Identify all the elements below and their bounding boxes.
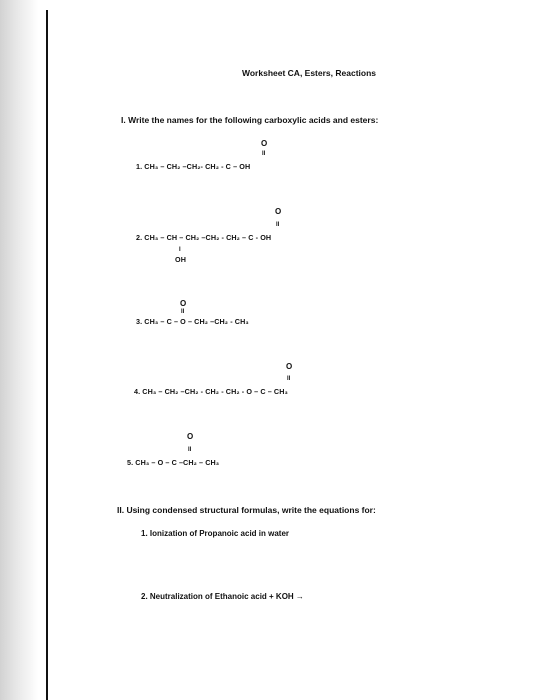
carbonyl-oxygen: O <box>275 207 282 216</box>
section-2-heading: II. Using condensed structural formulas, write the equations for: <box>117 505 376 515</box>
page-edge-shadow <box>0 0 38 700</box>
single-bond: I <box>179 247 181 253</box>
formula-3: 3. CH₃ – C – O – CH₂ –CH₂ - CH₃ <box>136 317 249 326</box>
carbonyl-oxygen: O <box>261 139 268 148</box>
formula-5: 5. CH₃ – O – C –CH₂ – CH₃ <box>127 458 220 467</box>
section-1-heading: I. Write the names for the following carboxylic acids and esters: <box>121 115 379 125</box>
equation-prompt-2: 2. Neutralization of Ethanoic acid + KOH → <box>141 592 304 601</box>
formula-2: 2. CH₃ – CH – CH₂ –CH₂ - CH₂ – C - OH <box>136 233 272 242</box>
equation-prompt-1: 1. Ionization of Propanoic acid in water <box>141 529 290 538</box>
carbonyl-oxygen: O <box>187 432 194 441</box>
carbonyl-oxygen: O <box>286 362 293 371</box>
double-bond: II <box>181 309 185 315</box>
formula-4: 4. CH₃ – CH₂ –CH₂ - CH₂ - CH₂ - O – C – CH₃ <box>134 387 288 396</box>
worksheet-title: Worksheet CA, Esters, Reactions <box>242 68 376 78</box>
double-bond: II <box>276 222 280 228</box>
double-bond: II <box>188 447 192 453</box>
hydroxyl-substituent: OH <box>175 255 186 264</box>
double-bond: II <box>287 376 291 382</box>
double-bond: II <box>262 151 266 157</box>
margin-line <box>46 10 48 700</box>
carbonyl-oxygen: O <box>180 299 187 308</box>
formula-1: 1. CH₃ – CH₂ –CH₂- CH₂ - C – OH <box>136 162 251 171</box>
